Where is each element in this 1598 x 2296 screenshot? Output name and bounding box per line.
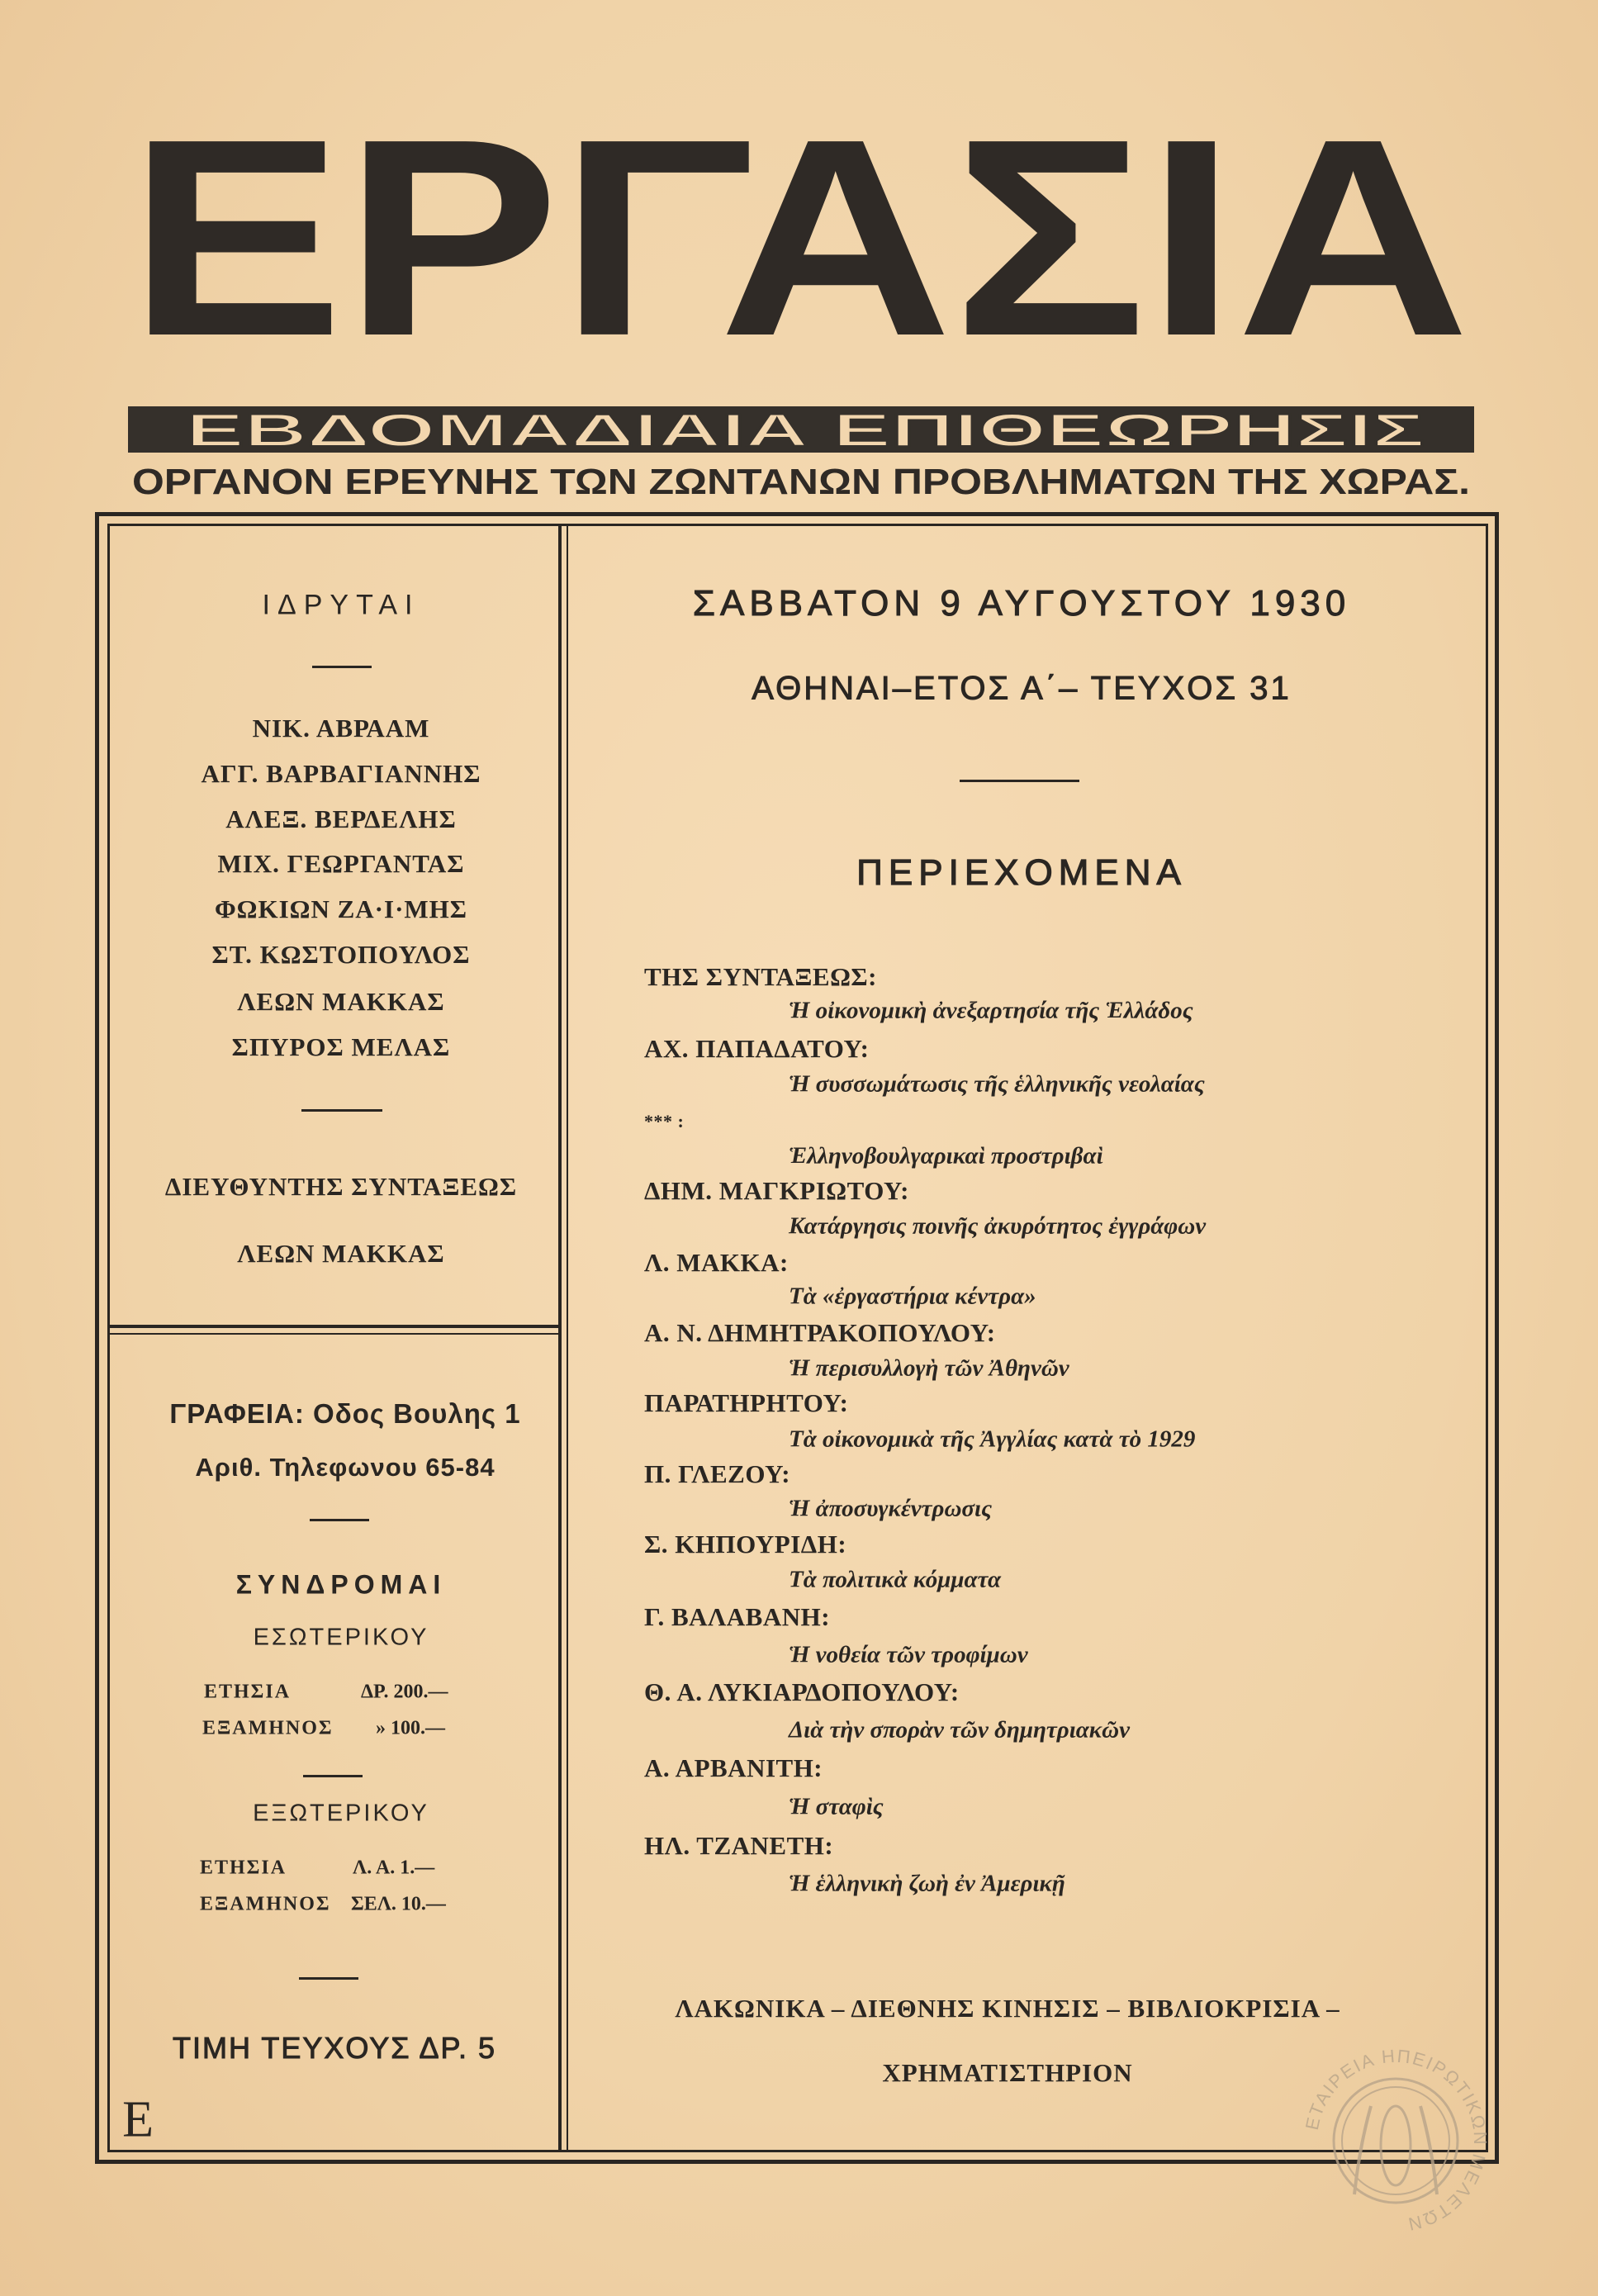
foreign-semiannual-label: ΕΞΑΜΗΝΟΣ [200, 1893, 331, 1915]
toc-title[interactable]: Κατάργησις ποινῆς ἀκυρότητος ἐγγράφων [789, 1212, 1207, 1240]
toc-author: Σ. ΚΗΠΟΥΡΙΔΗ: [644, 1530, 847, 1558]
founder-name: ΑΓΓ. ΒΑΡΒΑΓΙΑΝΝΗΣ [201, 759, 481, 788]
divider [312, 666, 372, 668]
toc-author: ΑΧ. ΠΑΠΑΔΑΤΟΥ: [644, 1034, 870, 1063]
director-heading: ΔΙΕΥΘΥΝΤΗΣ ΣΥΝΤΑΞΕΩΣ [164, 1172, 518, 1201]
left-box-divider-inner [107, 1333, 560, 1335]
issue-price: ΤΙΜΗ ΤΕΥΧΟΥΣ ΔΡ. 5 [173, 2031, 496, 2065]
foreign-semiannual-price: ΣΕΛ. 10.— [351, 1893, 446, 1915]
toc-author: ΗΛ. ΤΖΑΝΕΤΗ: [644, 1831, 834, 1860]
divider [310, 1519, 369, 1521]
column-divider [558, 524, 562, 2152]
domestic-annual-label: ΕΤΗΣΙΑ [204, 1681, 292, 1703]
masthead-tagline-box [0, 459, 1598, 504]
sections-line-1: ΛΑΚΩΝΙΚΑ – ΔΙΕΘΝΗΣ ΚΙΝΗΣΙΣ – ΒΙΒΛΙΟΚΡΙΣΙΑ – [675, 1994, 1340, 2023]
column-divider-inner [567, 524, 568, 2152]
toc-author: *** : [644, 1111, 685, 1131]
foreign-heading: ΕΞΩΤΕΡΙΚΟΥ [253, 1800, 429, 1827]
toc-title[interactable]: Ἑλληνοβουλγαρικαὶ προστριβαὶ [789, 1142, 1103, 1169]
toc-author: ΤΗΣ ΣΥΝΤΑΞΕΩΣ: [644, 962, 877, 991]
foreign-annual-label: ΕΤΗΣΙΑ [200, 1857, 287, 1879]
toc-title[interactable]: Ἡ ἀποσυγκέντρωσις [789, 1495, 993, 1522]
toc-title[interactable]: Διὰ τὴν σπορὰν τῶν δημητριακῶν [789, 1716, 1130, 1743]
subscriptions-heading: ΣΥΝΔΡΟΜΑΙ [235, 1569, 447, 1600]
toc-title[interactable]: Ἡ περισυλλογὴ τῶν Ἀθηνῶν [789, 1354, 1069, 1382]
founder-name: ΑΛΕΞ. ΒΕΡΔΕΛΗΣ [225, 804, 457, 833]
domestic-semiannual-label: ΕΞΑΜΗΝΟΣ [202, 1717, 334, 1739]
toc-title[interactable]: Ἡ οἰκονομικὴ ἀνεξαρτησία τῆς Ἑλλάδος [789, 997, 1193, 1024]
toc-title[interactable]: Ἡ σταφὶς [789, 1793, 884, 1820]
domestic-heading: ΕΣΩΤΕΡΙΚΟΥ [253, 1624, 429, 1651]
toc-title[interactable]: Ἡ νοθεία τῶν τροφίμων [789, 1641, 1028, 1668]
divider [303, 1775, 363, 1777]
stamp-text: ΕΤΑΙΡΕΙΑ ΗΠΕΙΡΩΤΙΚΩΝ ΜΕΛΕΤΩΝ [1301, 2045, 1491, 2236]
toc-title[interactable]: Ἡ συσσωμάτωσις τῆς ἑλληνικῆς νεολαίας [789, 1070, 1205, 1098]
phone-number: Αριθ. Τηλεφωνου 65-84 [195, 1453, 496, 1482]
issue-date: ΣΑΒΒΑΤΟΝ 9 ΑΥΓΟΥΣΤΟΥ 1930 [692, 583, 1351, 624]
divider [301, 1109, 382, 1112]
divider [960, 780, 1079, 782]
toc-author: Λ. ΜΑΚΚΑ: [644, 1248, 789, 1277]
library-stamp [1297, 2042, 1495, 2240]
toc-title[interactable]: Τὰ «ἐργαστήρια κέντρα» [789, 1283, 1036, 1310]
toc-author: Α. ΑΡΒΑΝΙΤΗ: [644, 1753, 823, 1782]
issue-info: ΑΘΗΝΑΙ–ΕΤΟΣ Α΄– ΤΕΥΧΟΣ 31 [752, 670, 1292, 707]
toc-title[interactable]: Τὰ οἰκονομικὰ τῆς Ἀγγλίας κατὰ τὸ 1929 [789, 1426, 1196, 1453]
founder-name: ΣΤ. ΚΩΣΤΟΠΟΥΛΟΣ [211, 940, 471, 969]
toc-author: Π. ΓΛΕΖΟΥ: [644, 1459, 791, 1488]
masthead-title: ΕΡΓΑΣΙΑ [128, 81, 1470, 395]
sections-line-2: ΧΡΗΜΑΤΙΣΤΗΡΙΟΝ [882, 2058, 1133, 2087]
founders-heading: ΙΔΡΥΤΑΙ [262, 589, 420, 621]
masthead-title-box [0, 78, 1598, 402]
founder-name: ΛΕΩΝ ΜΑΚΚΑΣ [237, 987, 445, 1016]
founder-name: ΜΙΧ. ΓΕΩΡΓΑΝΤΑΣ [217, 849, 465, 878]
toc-title[interactable]: Τὰ πολιτικὰ κόμματα [789, 1566, 1002, 1593]
masthead-tagline: ΟΡΓΑΝΟΝ ΕΡΕΥΝΗΣ ΤΩΝ ΖΩΝΤΑΝΩΝ ΠΡΟΒΛΗΜΑΤΩΝ ΤΗΣ ΧΩΡΑΣ. [132, 462, 1471, 502]
toc-title[interactable]: Ἡ ἑλληνικὴ ζωὴ ἐν Ἀμερικῇ [789, 1870, 1065, 1897]
foreign-annual-price: Λ. Α. 1.— [353, 1857, 435, 1879]
founder-name: ΦΩΚΙΩΝ ΖΑ·Ι·ΜΗΣ [214, 894, 468, 923]
domestic-semiannual-price: » 100.— [376, 1717, 445, 1739]
masthead-subtitle: ΕΒΔΟΜΑΔΙΑΙΑ ΕΠΙΘΕΩΡΗΣΙΣ [186, 405, 1425, 456]
svg-text:ΕΤΑΙΡΕΙΑ ΗΠΕΙΡΩΤΙΚΩΝ ΜΕΛΕΤΩΝ [1302, 2046, 1491, 2235]
toc-author: ΔΗΜ. ΜΑΓΚΡΙΩΤΟΥ: [644, 1176, 909, 1205]
toc-author: Α. Ν. ΔΗΜΗΤΡΑΚΟΠΟΥΛΟΥ: [644, 1318, 996, 1347]
toc-author: ΠΑΡΑΤΗΡΗΤΟΥ: [644, 1388, 849, 1417]
offices-address: ΓΡΑΦΕΙΑ: Οδος Βουλης 1 [169, 1398, 521, 1429]
masthead-subtitle-box [0, 405, 1598, 456]
founder-name: ΝΙΚ. ΑΒΡΑΑΜ [252, 714, 430, 742]
toc-author: Θ. Α. ΛΥΚΙΑΡΔΟΠΟΥΛΟΥ: [644, 1677, 960, 1706]
contents-heading: ΠΕΡΙΕΧΟΜΕΝΑ [856, 852, 1187, 893]
stamp-figure-icon [1381, 2106, 1411, 2185]
founder-name: ΣΠΥΡΟΣ ΜΕΛΑΣ [231, 1032, 451, 1061]
stamp-branches-icon [1354, 2106, 1437, 2194]
domestic-annual-price: ΔΡ. 200.— [361, 1681, 448, 1703]
director-name: ΛΕΩΝ ΜΑΚΚΑΣ [237, 1239, 445, 1268]
divider [299, 1977, 358, 1980]
left-box-divider [107, 1325, 560, 1328]
corner-letter: Ε [122, 2091, 154, 2148]
toc-author: Γ. ΒΑΛΑΒΑΝΗ: [644, 1602, 831, 1631]
